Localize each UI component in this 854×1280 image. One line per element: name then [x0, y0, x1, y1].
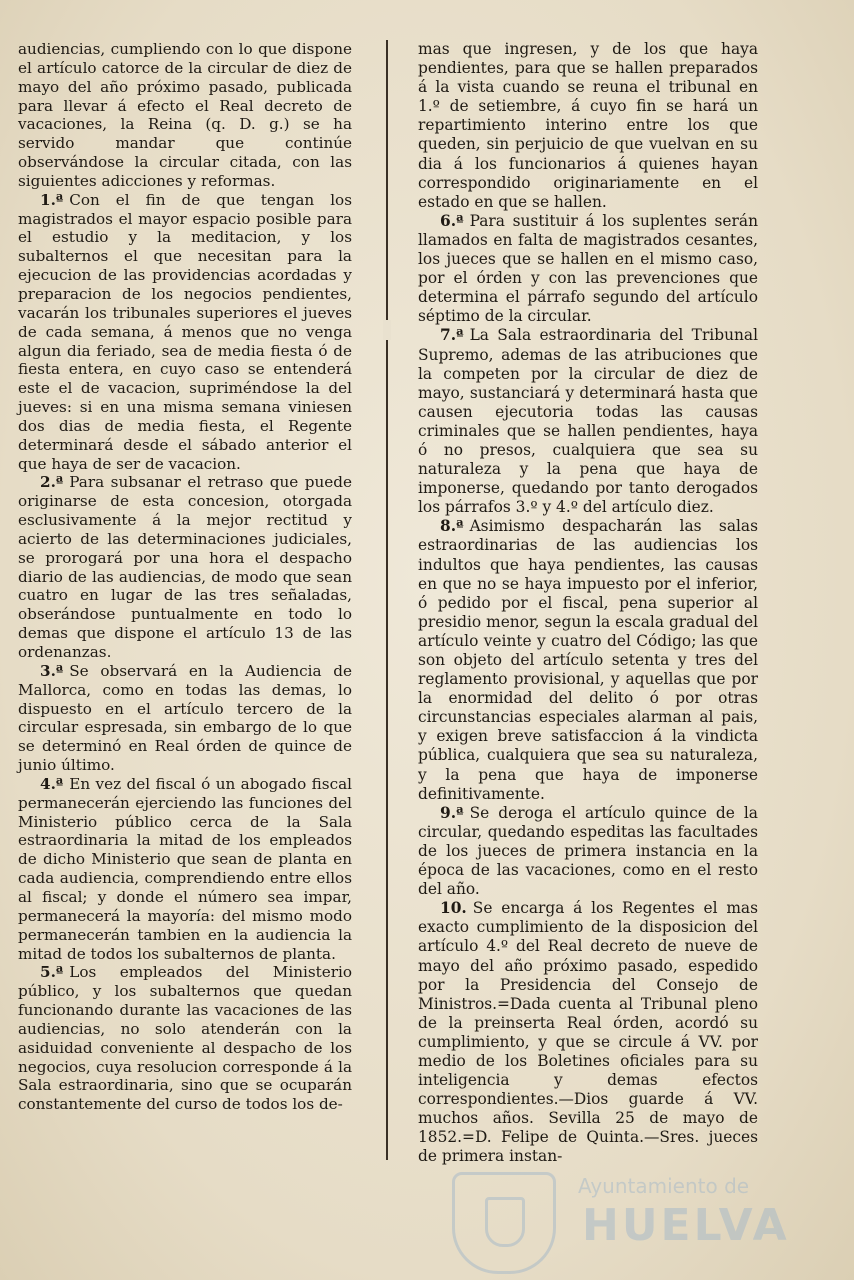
paragraph-intro: [18, 40, 352, 191]
watermark-line-2: HUELVA: [582, 1200, 790, 1251]
paragraph-article-8: [418, 517, 758, 803]
paragraph-article-4: [18, 775, 352, 963]
article-number: 1.ª: [40, 190, 64, 209]
article-number: 4.ª: [40, 774, 64, 793]
paragraph-text: Para subsanar el retraso que puede originarse de esta concesion, otorgada esclusivamente á la mejor rectitud y acierto de las determinaciones judiciales, se prorogará por una hora el despacho diario de las audiencias, de modo que sean cuatro en lugar de las tres señaladas, obserándose puntualmente en todo lo demas que dispone el artículo 13 de las ordenanzas.: [18, 473, 352, 661]
archive-watermark: [452, 1170, 790, 1270]
paragraph-text: Se encarga á los Regentes el mas exacto cumplimiento de la disposicion del artículo 4.º del Real decreto de nueve de mayo del año próximo pasado, espedido por la Presidencia del Consejo de Ministros.=Dada cuenta al Tribunal pleno de la preinserta Real órden, acordó su cumplimiento, y que se circule á VV. por medio de los Boletines oficiales para su inteligencia y demas efectos correspondientes.—Dios guarde á VV. muchos años. Sevilla 25 de mayo de 1852.=D. Felipe de Quinta.—Sres. jueces de primera instan-: [418, 899, 758, 1166]
article-number: 10.: [440, 899, 467, 918]
watermark-line-1: Ayuntamiento de: [578, 1174, 750, 1198]
paragraph-text: Asimismo despacharán las salas estraordinarias de las audiencias los indultos que haya pendientes, las causas en que no se haya impuesto por el inferior, ó pedido por el fiscal, pena superior al presidio menor, segun la escala gradual del artículo veinte y cuatro del Código; las que son objeto del artículo setenta y tres del reglamento provisional, y aquellas que por la enormidad del delito ó por otras circunstancias especiales alarman al pais, y exigen breve satisfaccion á la vindicta pública, cualquiera que sea su naturaleza, y la pena que haya de imponerse definitivamente.: [418, 517, 758, 803]
article-number: 2.ª: [40, 473, 64, 492]
paragraph-text: audiencias, cumpliendo con lo que dispone el artículo catorce de la circular de diez de mayo del año próximo pasado, publicada para llevar á efecto el Real decreto de vacaciones, la Reina (q. D. g.) se ha servido mandar que continúe observándose la circular citada, con las siguientes adicciones y reformas.: [18, 40, 352, 190]
paragraph-text: mas que ingresen, y de los que haya pendientes, para que se hallen preparados á la vista cuando se reuna el tribunal en 1.º de setiembre, á cuyo fin se hará un repartimiento interino entre los que queden, sin perjuicio de que vuelvan en su dia á los funcionarios á quienes hayan correspondido originariamente en el estado en que se hallen.: [418, 40, 758, 211]
paragraph-text: Los empleados del Ministerio público, y los subalternos que quedan funcionando durante las vacaciones de las audiencias, no solo atenderán con la asiduidad conveniente al despacho de los negocios, cuya resolucion corresponde á la Sala estraordinaria, sino que se ocuparán constantemente del curso de todos los de-: [18, 963, 352, 1114]
paragraph-text: Para sustituir á los suplentes serán llamados en falta de magistrados cesantes, los jueces que se hallen en el mismo caso, por el órden y con las prevenciones que determina el párrafo segundo del artículo séptimo de la circular.: [418, 211, 758, 326]
article-number: 9.ª: [440, 803, 464, 822]
paragraph-text: La Sala estraordinaria del Tribunal Supremo, ademas de las atribuciones que la competen por la circular de diez de mayo, sustanciará y determinará hasta que causen ejecutoria todas las causas criminales que se hallen pendientes, haya ó no presos, cualquiera que sea su naturaleza y la pena que haya de imponerse, quedando por tanto derogados los párrafos 3.º y 4.º del artículo diez.: [418, 326, 758, 517]
city-seal-icon: [452, 1172, 556, 1274]
paragraph-article-2: [18, 473, 352, 661]
article-number: 6.ª: [440, 211, 464, 230]
paragraph-article-6: [418, 212, 758, 327]
paragraph-continuation: [418, 40, 758, 212]
right-column: [418, 40, 758, 1167]
paragraph-article-5: [18, 963, 352, 1114]
paragraph-text: En vez del fiscal ó un abogado fiscal permanecerán ejerciendo las funciones del Ministerio público cerca de la Sala estraordinaria la mitad de los empleados de dicho Ministerio que sean de planta en cada audiencia, comprendiendo entre ellos al fiscal; y donde el número sea impar, permanecerá la mayoría: del mismo modo permanecerán tambien en la audiencia la mitad de todos los subalternos de planta.: [18, 774, 352, 963]
article-number: 3.ª: [40, 661, 64, 680]
paragraph-article-7: [418, 326, 758, 517]
paragraph-article-9: [418, 804, 758, 899]
article-number: 8.ª: [440, 517, 464, 536]
paragraph-text: Se deroga el artículo quince de la circular, quedando espeditas las facultades de los jueces de primera instancia en la época de las vacaciones, como en el resto del año.: [418, 803, 758, 899]
left-column: [18, 40, 352, 1114]
article-number: 7.ª: [440, 326, 464, 345]
paragraph-article-3: [18, 662, 352, 775]
paragraph-article-10: [418, 899, 758, 1166]
article-number: 5.ª: [40, 963, 64, 982]
paragraph-text: Se observará en la Audiencia de Mallorca, como en todas las demas, lo dispuesto en el artículo tercero de la circular espresada, sin embargo de lo que se determinó en Real órden de quince de junio último.: [18, 661, 352, 775]
paragraph-text: Con el fin de que tengan los magistrados el mayor espacio posible para el estudio y la meditacion, y los subalternos el que necesitan para la ejecucion de las providencias acordadas y preparacion de los negocios pendientes, vacarán los tribunales superiores el jueves de cada semana, á menos que no venga algun dia feriado, sea de media fiesta ó de fiesta entera, en cuyo caso se entenderá este el de vacacion, supriméndose la del jueves: si en una misma semana viniesen dos dias de media fiesta, el Regente determinará desde el sábado anterior el que haya de ser de vacacion.: [18, 190, 352, 473]
paragraph-article-1: [18, 191, 352, 474]
column-divider-gap: [383, 320, 391, 340]
column-divider: [386, 40, 388, 1160]
